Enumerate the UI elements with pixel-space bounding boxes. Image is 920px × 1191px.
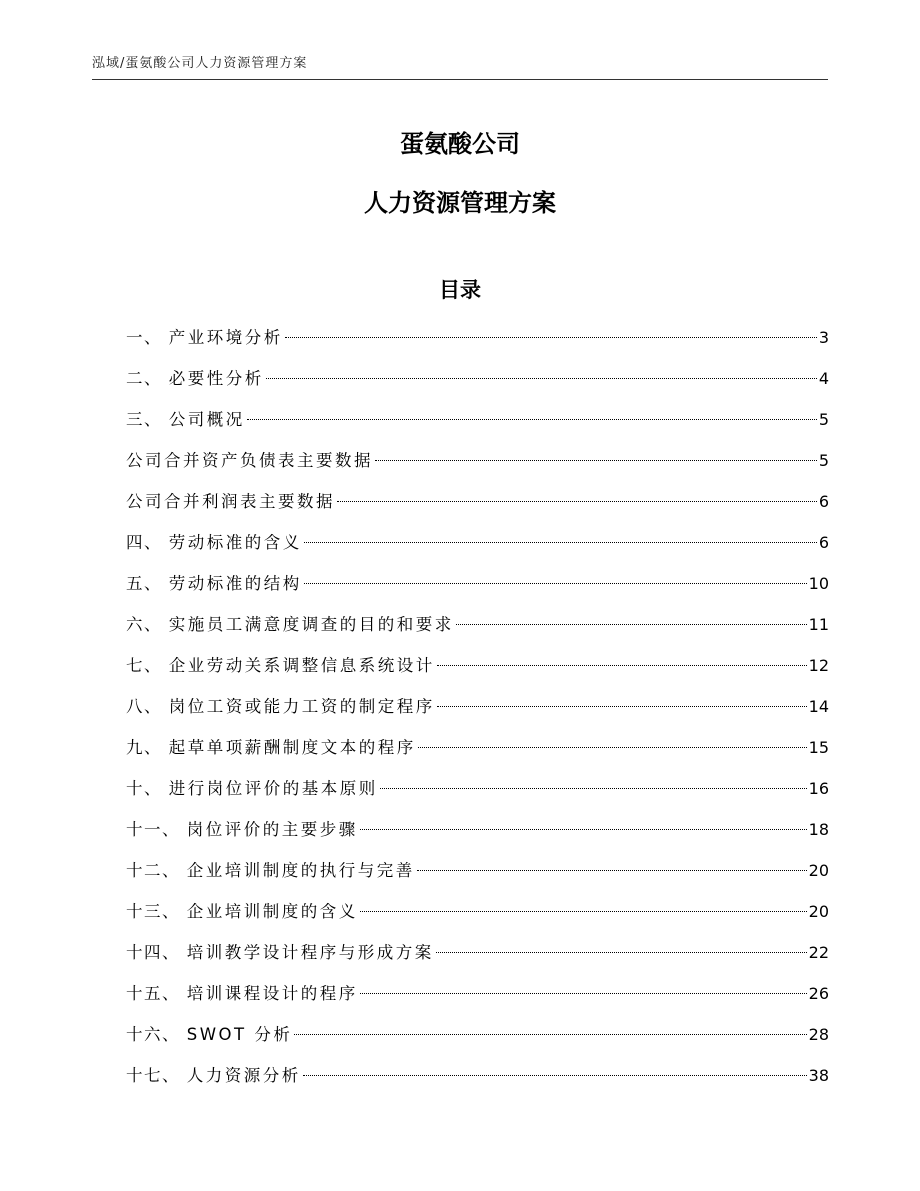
toc-entry-page: 14 (808, 697, 829, 716)
toc-entry-number: 三、 (126, 410, 169, 429)
toc-leader-dots (436, 952, 807, 953)
toc-entry[interactable] (126, 528, 829, 569)
toc-entry-page: 38 (808, 1066, 829, 1085)
toc-entry-number: 四、 (126, 533, 169, 552)
toc-entry-number: 二、 (126, 369, 169, 388)
toc-entry-page: 11 (808, 615, 829, 634)
toc-entry-number: 十二、 (126, 861, 187, 880)
toc-entry[interactable] (126, 610, 829, 651)
toc-entry-page: 18 (808, 820, 829, 839)
toc-entry-label: 岗位工资或能力工资的制定程序 (168, 697, 435, 716)
toc-entry-label: 进行岗位评价的基本原则 (168, 779, 378, 798)
toc-entry-page: 20 (808, 861, 829, 880)
toc-entry-label: 培训课程设计的程序 (186, 984, 358, 1003)
toc-entry-label: SWOT 分析 (186, 1025, 293, 1044)
toc-entry-label: 劳动标准的结构 (168, 574, 302, 593)
toc-entry-label: 培训教学设计程序与形成方案 (186, 943, 434, 962)
toc-heading: 目录 (439, 278, 481, 302)
toc-entry-label: 公司合并利润表主要数据 (126, 492, 335, 511)
toc-entry[interactable] (126, 979, 829, 1020)
toc-entry-page: 22 (808, 943, 829, 962)
toc-entry[interactable] (126, 733, 829, 774)
toc-entry-page: 5 (818, 410, 829, 429)
toc-leader-dots (437, 706, 807, 707)
toc-leader-dots (304, 542, 817, 543)
toc-entry-page: 15 (808, 738, 829, 757)
toc-entry-page: 6 (818, 533, 829, 552)
toc-entry-number: 五、 (126, 574, 169, 593)
document-title: 人力资源管理方案 (364, 189, 556, 217)
toc-entry[interactable] (126, 1020, 829, 1061)
toc-entry-page: 6 (818, 492, 829, 511)
toc-entry-label: 实施员工满意度调查的目的和要求 (168, 615, 454, 634)
toc-entry-label: 公司概况 (168, 410, 245, 429)
toc-entry-page: 26 (808, 984, 829, 1003)
toc-entry[interactable] (126, 815, 829, 856)
toc-entry-page: 10 (808, 574, 829, 593)
toc-entry-number: 十五、 (126, 984, 187, 1003)
company-title: 蛋氨酸公司 (400, 130, 520, 158)
toc-entry-number: 九、 (126, 738, 169, 757)
header-divider (92, 79, 828, 80)
toc-entry[interactable] (126, 364, 829, 405)
toc-entry-number: 十三、 (126, 902, 187, 921)
toc-entry-label: 岗位评价的主要步骤 (186, 820, 358, 839)
toc-entry-label: 起草单项薪酬制度文本的程序 (168, 738, 416, 757)
toc-entry-label: 必要性分析 (168, 369, 264, 388)
toc-entry[interactable] (126, 774, 829, 815)
toc-leader-dots (418, 747, 807, 748)
toc-entry[interactable] (126, 487, 829, 528)
toc-entry-page: 16 (808, 779, 829, 798)
toc-leader-dots (375, 460, 817, 461)
toc-entry-label: 企业培训制度的执行与完善 (186, 861, 415, 880)
toc-entry-label: 公司合并资产负债表主要数据 (126, 451, 373, 470)
toc-entry-label: 劳动标准的含义 (168, 533, 302, 552)
toc-entry-number: 一、 (126, 328, 169, 347)
toc-entry-page: 28 (808, 1025, 829, 1044)
toc-leader-dots (437, 665, 807, 666)
toc-entry-number: 十七、 (126, 1066, 187, 1085)
toc-entry[interactable] (126, 856, 829, 897)
toc-entry[interactable] (126, 938, 829, 979)
toc-entry-number: 十、 (126, 779, 169, 798)
toc-entry-page: 20 (808, 902, 829, 921)
toc-leader-dots (303, 1075, 807, 1076)
toc-entry-number: 八、 (126, 697, 169, 716)
toc-entry-number: 十四、 (126, 943, 187, 962)
toc-entry[interactable] (126, 651, 829, 692)
toc-entry-page: 4 (818, 369, 829, 388)
toc-leader-dots (360, 911, 807, 912)
toc-leader-dots (360, 993, 807, 994)
toc-entry-number: 七、 (126, 656, 169, 675)
toc-entry[interactable] (126, 1061, 829, 1102)
toc-entry-page: 5 (818, 451, 829, 470)
toc-entry[interactable] (126, 323, 829, 364)
toc-leader-dots (380, 788, 807, 789)
toc-leader-dots (304, 583, 807, 584)
toc-leader-dots (285, 337, 817, 338)
toc-entry-label: 企业培训制度的含义 (186, 902, 358, 921)
toc-entry-number: 十六、 (126, 1025, 187, 1044)
toc-entry-page: 12 (808, 656, 829, 675)
toc-entry[interactable] (126, 446, 829, 487)
toc-entry-label: 产业环境分析 (168, 328, 283, 347)
toc-entry[interactable] (126, 569, 829, 610)
toc-leader-dots (360, 829, 807, 830)
toc-leader-dots (456, 624, 807, 625)
toc-entry[interactable] (126, 897, 829, 938)
toc-leader-dots (266, 378, 817, 379)
running-header: 泓域/蛋氨酸公司人力资源管理方案 (92, 56, 308, 71)
toc-entry[interactable] (126, 692, 829, 733)
toc-entry-label: 人力资源分析 (186, 1066, 301, 1085)
toc-leader-dots (417, 870, 807, 871)
toc-leader-dots (247, 419, 817, 420)
toc-entry-number: 六、 (126, 615, 169, 634)
table-of-contents (126, 323, 829, 1102)
toc-entry-label: 企业劳动关系调整信息系统设计 (168, 656, 435, 675)
toc-leader-dots (294, 1034, 806, 1035)
toc-entry-page: 3 (818, 328, 829, 347)
toc-entry[interactable] (126, 405, 829, 446)
toc-entry-number: 十一、 (126, 820, 187, 839)
toc-leader-dots (337, 501, 817, 502)
